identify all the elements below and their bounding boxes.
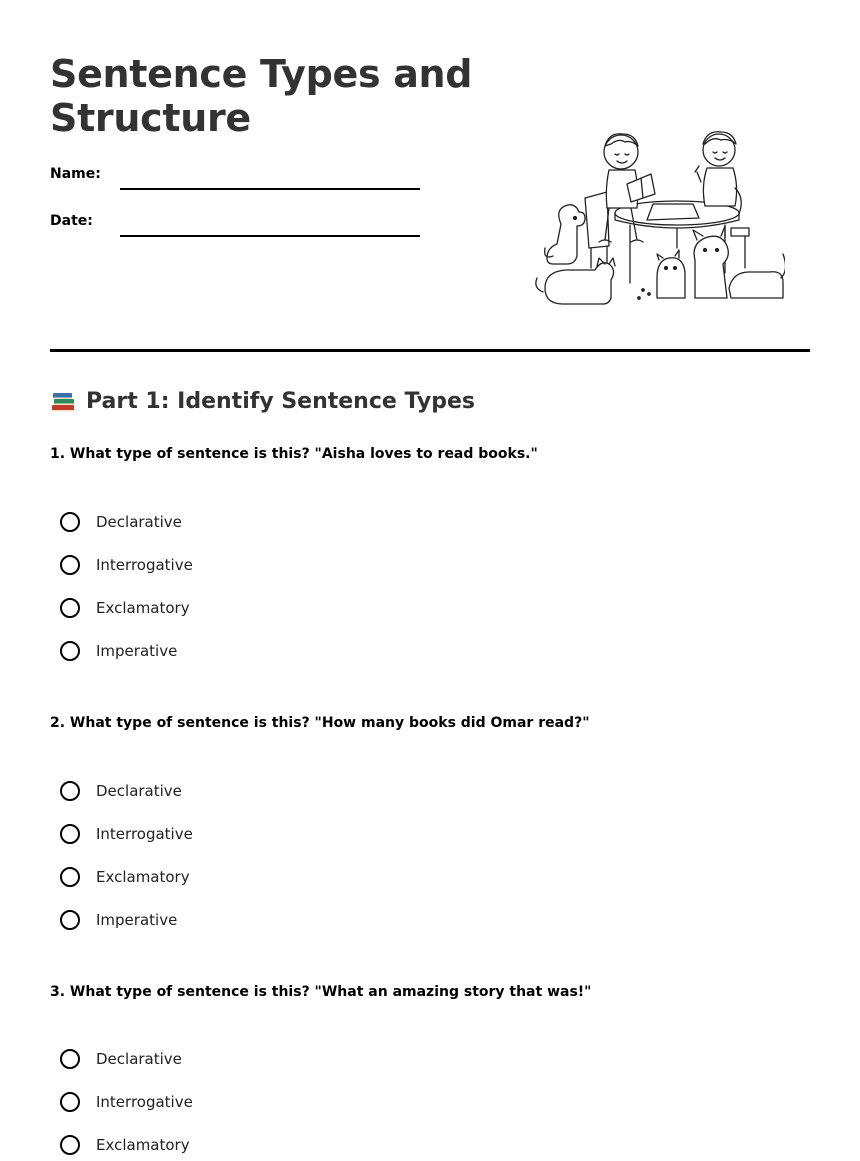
section-title: Part 1: Identify Sentence Types [86,388,475,414]
q1-option-exclamatory[interactable] [60,595,190,621]
date-label: Date: [50,213,93,229]
option-label: Declarative [96,1050,182,1068]
option-label: Declarative [96,782,182,800]
radio-button[interactable] [60,1092,80,1112]
radio-button[interactable] [60,910,80,930]
q1-option-declarative[interactable] [60,509,182,535]
radio-button[interactable] [60,641,80,661]
question-3: 3. What type of sentence is this? "What an amazing story that was!" [50,984,592,1000]
kids-reading-with-pets-illustration [535,128,785,310]
radio-button[interactable] [60,824,80,844]
radio-button[interactable] [60,598,80,618]
q2-option-declarative[interactable] [60,778,182,804]
q3-option-interrogative[interactable] [60,1089,193,1115]
radio-button[interactable] [60,1135,80,1155]
question-2: 2. What type of sentence is this? "How many books did Omar read?" [50,715,590,731]
radio-button[interactable] [60,1049,80,1069]
radio-button[interactable] [60,512,80,532]
date-field[interactable] [120,215,420,237]
q3-option-declarative[interactable] [60,1046,182,1072]
books-icon [50,388,76,414]
option-label: Exclamatory [96,599,190,617]
option-label: Interrogative [96,556,193,574]
option-label: Imperative [96,642,178,660]
q2-option-exclamatory[interactable] [60,864,190,890]
section-divider [50,349,810,352]
option-label: Declarative [96,513,182,531]
option-label: Exclamatory [96,868,190,886]
q3-option-exclamatory[interactable] [60,1132,190,1158]
page-title: Sentence Types and Structure [50,52,473,140]
option-label: Imperative [96,911,178,929]
radio-button[interactable] [60,555,80,575]
option-label: Interrogative [96,1093,193,1111]
question-1: 1. What type of sentence is this? "Aisha loves to read books." [50,446,538,462]
option-label: Interrogative [96,825,193,843]
option-label: Exclamatory [96,1136,190,1154]
q2-option-interrogative[interactable] [60,821,193,847]
name-field[interactable] [120,168,420,190]
q1-option-interrogative[interactable] [60,552,193,578]
radio-button[interactable] [60,867,80,887]
radio-button[interactable] [60,781,80,801]
q2-option-imperative[interactable] [60,907,177,933]
q1-option-imperative[interactable] [60,638,177,664]
section-heading [50,388,475,414]
name-label: Name: [50,166,101,182]
